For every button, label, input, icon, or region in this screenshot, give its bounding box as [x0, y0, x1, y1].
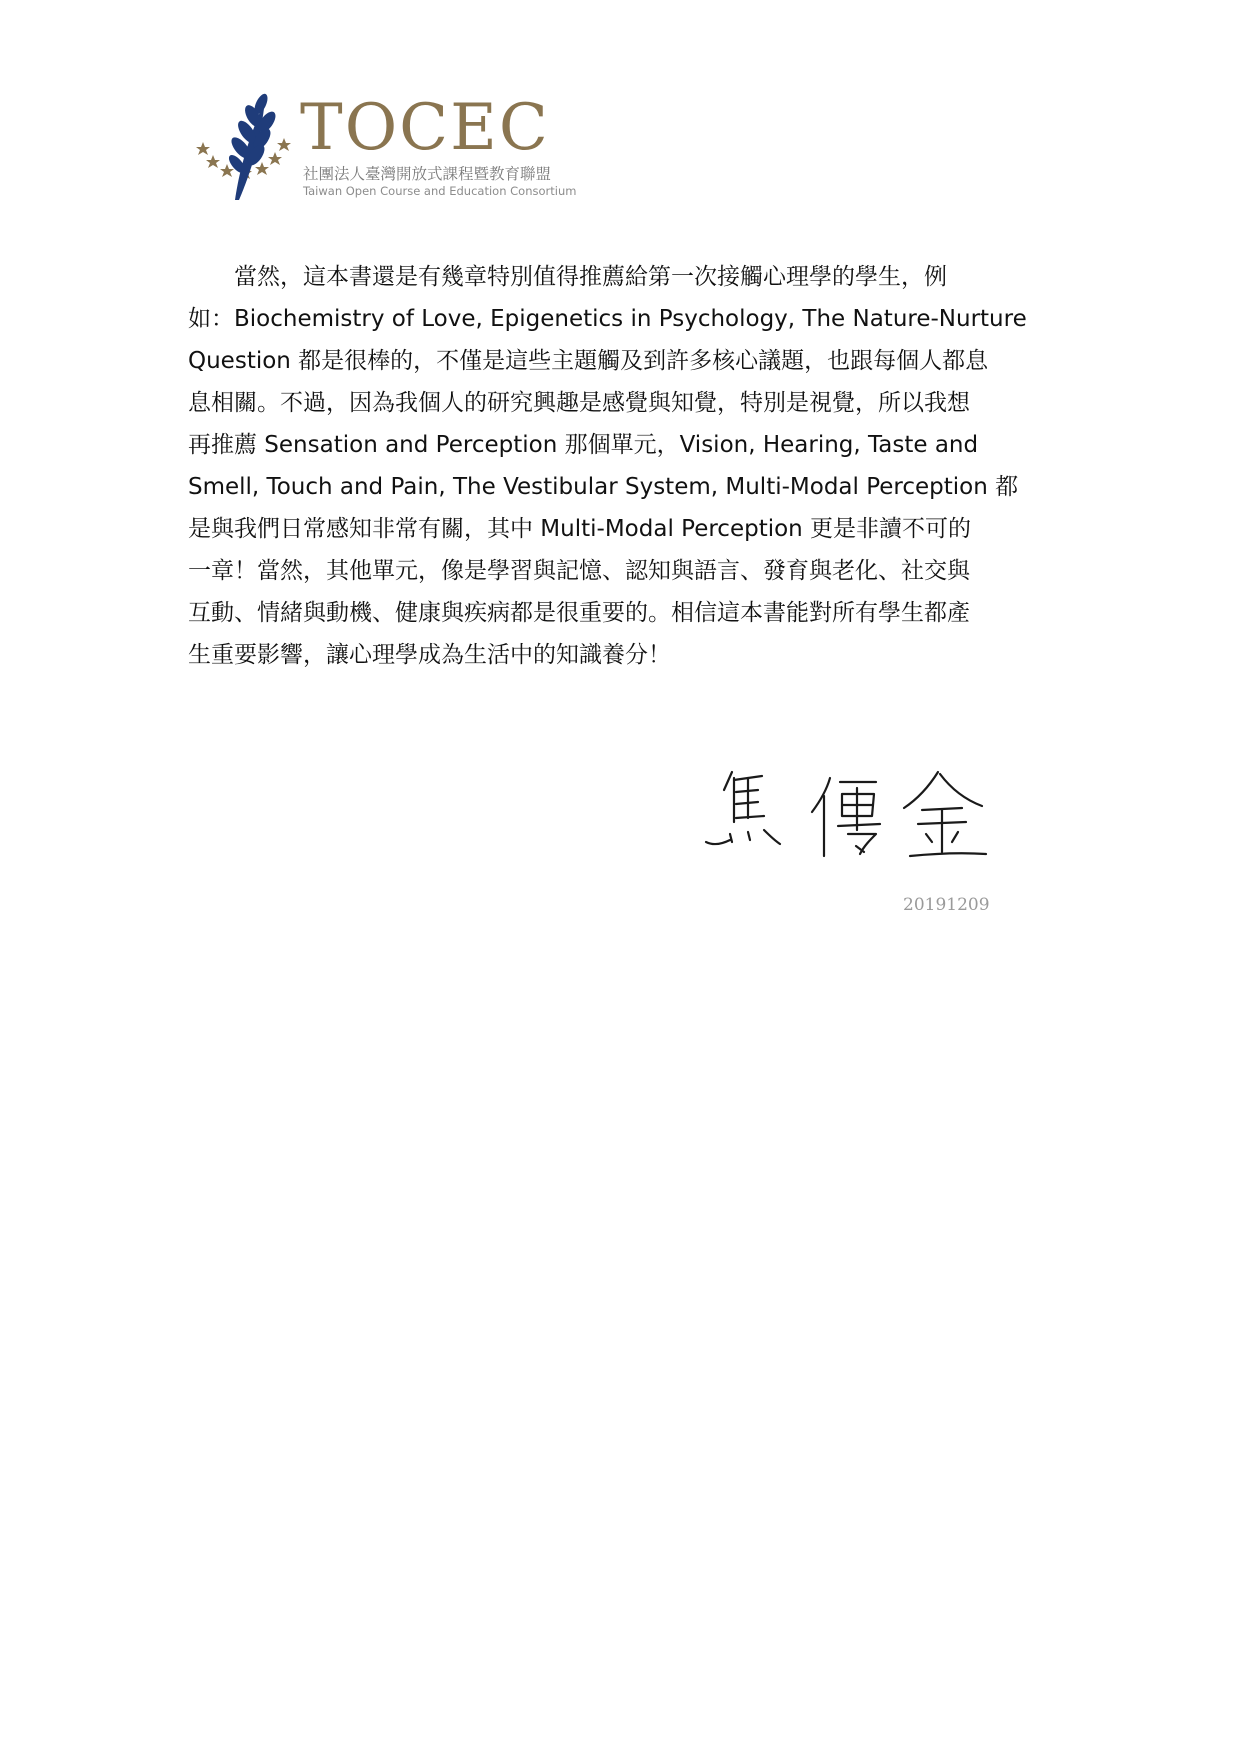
body-line: 如：Biochemistry of Love, Epigenetics in Psychology, The Nature-Nurture — [188, 306, 1027, 332]
body-line: 一章！當然，其他單元，像是學習與記憶、認知與語言、發育與老化、社交與 — [188, 558, 970, 584]
body-line: Question 都是很棒的，不僅是這些主題觸及到許多核心議題，也跟每個人都息 — [188, 348, 989, 374]
body-line: 當然，這本書還是有幾章特別值得推薦給第一次接觸心理學的學生，例 — [234, 264, 947, 290]
body-paragraph — [188, 256, 1058, 676]
body-line: 息相關。不過，因為我個人的研究興趣是感覺與知覺，特別是視覺，所以我想 — [188, 390, 970, 416]
signature-date: 20191209 — [903, 895, 990, 915]
logo-title: TOCEC — [300, 91, 550, 165]
body-line: Smell, Touch and Pain, The Vestibular System, Multi-Modal Perception 都 — [188, 474, 1019, 500]
body-line: 互動、情緒與動機、健康與疾病都是很重要的。相信這本書能對所有學生都產 — [188, 600, 970, 626]
logo-chinese-name: 社團法人臺灣開放式課程暨教育聯盟 — [303, 165, 552, 183]
body-line: 生重要影響，讓心理學成為生活中的知識養分！ — [188, 642, 671, 668]
logo-english-name: Taiwan Open Course and Education Consortium — [303, 184, 577, 198]
handwritten-signature — [700, 760, 1020, 870]
body-line: 是與我們日常感知非常有關，其中 Multi-Modal Perception 更是非讀不可的 — [188, 516, 972, 542]
wheat-emblem-icon — [195, 92, 295, 204]
tocec-logo — [195, 92, 595, 207]
body-line: 再推薦 Sensation and Perception 那個單元，Vision, Hearing, Taste and — [188, 432, 979, 458]
